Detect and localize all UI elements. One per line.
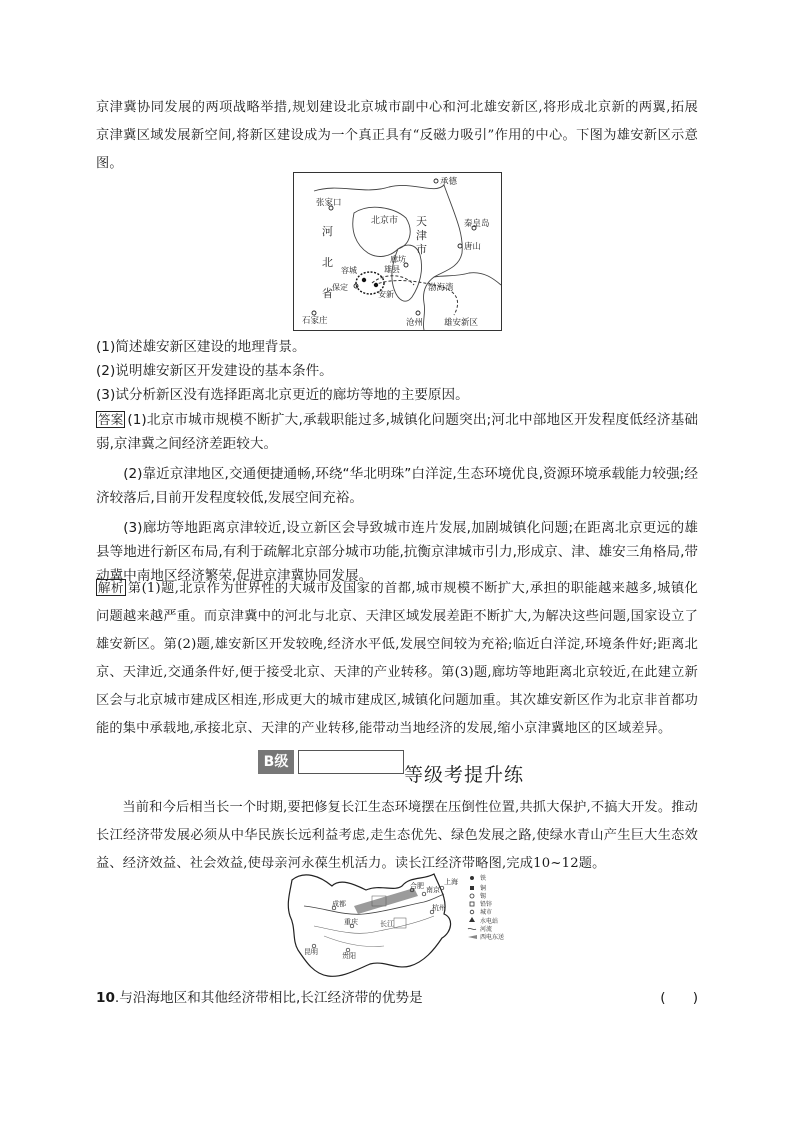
label-zhangjiakou: 张家口 — [316, 198, 342, 208]
label-anxin: 安新 — [378, 290, 394, 299]
answer-2: (2)靠近京津地区,交通便捷通畅,环绕“华北明珠”白洋淀,生态环境优良,资源环境承载能力较强;经济较落后,目前开发程度较低,发展空间充裕。 — [96, 466, 698, 506]
legend-item: 铜 — [480, 885, 487, 892]
legend-item: 城市 — [480, 909, 493, 916]
label-shanghai: 上海 — [444, 878, 458, 886]
label-shijiazhuang: 石家庄 — [302, 316, 328, 326]
label-bohaiwan: 渤海湾 — [428, 283, 454, 293]
questions — [96, 335, 698, 407]
label-bei: 北 — [322, 256, 333, 269]
legend-item: 西电东送 — [480, 934, 505, 941]
label-tian: 天 — [416, 215, 427, 228]
label-chengde: 承德 — [440, 177, 458, 187]
label-langfang: 廊坊 — [390, 255, 406, 264]
answer-block — [96, 408, 698, 588]
label-baoding: 保定 — [332, 283, 348, 292]
label-tangshan: 唐山 — [464, 242, 482, 252]
label-chongqing: 重庆 — [344, 918, 358, 926]
label-jin: 津 — [416, 229, 427, 242]
analysis-text: 第(1)题,北京作为世界性的大城市及国家的首都,城市规模不断扩大,承担的职能越来越多,城镇化问题越来越严重。而京津冀中的河北与北京、天津区域发展差距不断扩大,为解决这些问题,国家设立了雄安新区。第(2)题,雄安新区开发较晚,经济水平低,发展空间较为充裕;临近白洋淀,环境条件好;距离北京、天津近,交通条件好,便于接受北京、天津的产业转移。第(3)题,廊坊等地距离北京较近,在此建立新区会与北京城市建成区相连,形成更大的城市建成区,城镇化问题加重。其次雄安新区作为北京非首都功能的集中承载地,承接北京、天津的产业转移,能带动当地经济的发展,缩小京津冀地区的区域差异。 — [96, 581, 698, 736]
legend-item: 水电站 — [480, 918, 499, 925]
yangtze-map — [284, 866, 512, 982]
question-10-number: 10 — [96, 990, 115, 1006]
passage: 当前和今后相当长一个时期,要把修复长江生态环境摆在压倒性位置,共抓大保护,不搞大开发。推动长江经济带发展必须从中华民族长远利益考虑,走生态优先、绿色发展之路,使绿水青山产生巨大生态效益、经济效益、社会效益,使母亲河永葆生机活力。读长江经济带略图,完成10~12题。 — [96, 800, 698, 871]
question-1: (1)简述雄安新区建设的地理背景。 — [96, 339, 306, 355]
label-nanjing: 南京 — [426, 886, 440, 894]
question-3: (3)试分析新区没有选择距离北京更近的廊坊等地的主要原因。 — [96, 387, 469, 403]
answer-1-text: (1)北京市城市规模不断扩大,承载职能过多,城镇化问题突出;河北中部地区开发程度低经济基础弱,京津冀之间经济差距较大。 — [96, 412, 698, 452]
answer-1 — [96, 408, 698, 456]
label-cangzhou: 沧州 — [406, 318, 424, 328]
analysis-tag: 解析 — [98, 580, 124, 595]
question-10-text: .与沿海地区和其他经济带相比,长江经济带的优势是 — [114, 990, 423, 1006]
legend-item: 河流 — [480, 926, 493, 933]
answer-3: (3)廊坊等地距离京津较近,设立新区会导致城市连片发展,加剧城镇化问题;在距离北京更远的雄县等地进行新区布局,有利于疏解北京部分城市功能,抗衡京津城市引力,形成京、津、雄安三角格局,带动冀中南地区经济繁荣,促进京津冀协同发展。 — [96, 520, 698, 584]
intro-paragraph: 京津冀协同发展的两项战略举措,规划建设北京城市副中心和河北雄安新区,将形成北京新的两翼,拓展京津冀区域发展新空间,将新区建设成为一个真正具有“反磁力吸引”作用的中心。下图为雄安新区示意图。 — [96, 100, 698, 171]
label-rongcheng: 容城 — [341, 266, 357, 275]
analysis-block — [96, 574, 698, 743]
label-legend-xiongan: 雄安新区 — [444, 318, 479, 328]
label-qinhuangdao: 秦皇岛 — [464, 219, 490, 229]
legend-item: 铁 — [480, 875, 487, 882]
question-2: (2)说明雄安新区开发建设的基本条件。 — [96, 363, 333, 379]
label-sheng: 省 — [322, 287, 333, 300]
section-b-underline — [298, 750, 404, 774]
question-10 — [96, 986, 698, 1006]
label-xiongxian: 雄县 — [384, 265, 400, 274]
xiongan-map — [293, 172, 502, 331]
answer-blank[interactable]: ( ) — [660, 990, 698, 1006]
answer-tag: 答案 — [98, 412, 124, 427]
label-he: 河 — [322, 225, 333, 238]
label-changjiang: 长江 — [380, 920, 394, 928]
section-b-level: B级 — [258, 750, 294, 774]
label-chengdu: 成都 — [332, 900, 346, 908]
legend-item: 锡 — [480, 893, 487, 900]
section-b-title: 等级考提升练 — [404, 764, 525, 786]
label-beijing: 北京市 — [371, 216, 399, 226]
legend-item: 铅锌 — [480, 901, 493, 908]
map2-legend — [468, 874, 504, 941]
label-kunming: 昆明 — [304, 948, 318, 956]
label-hangzhou: 杭州 — [432, 904, 446, 912]
label-hefei: 合肥 — [410, 882, 424, 890]
label-guiyang: 贵阳 — [342, 952, 356, 960]
label-shi: 市 — [416, 243, 427, 256]
